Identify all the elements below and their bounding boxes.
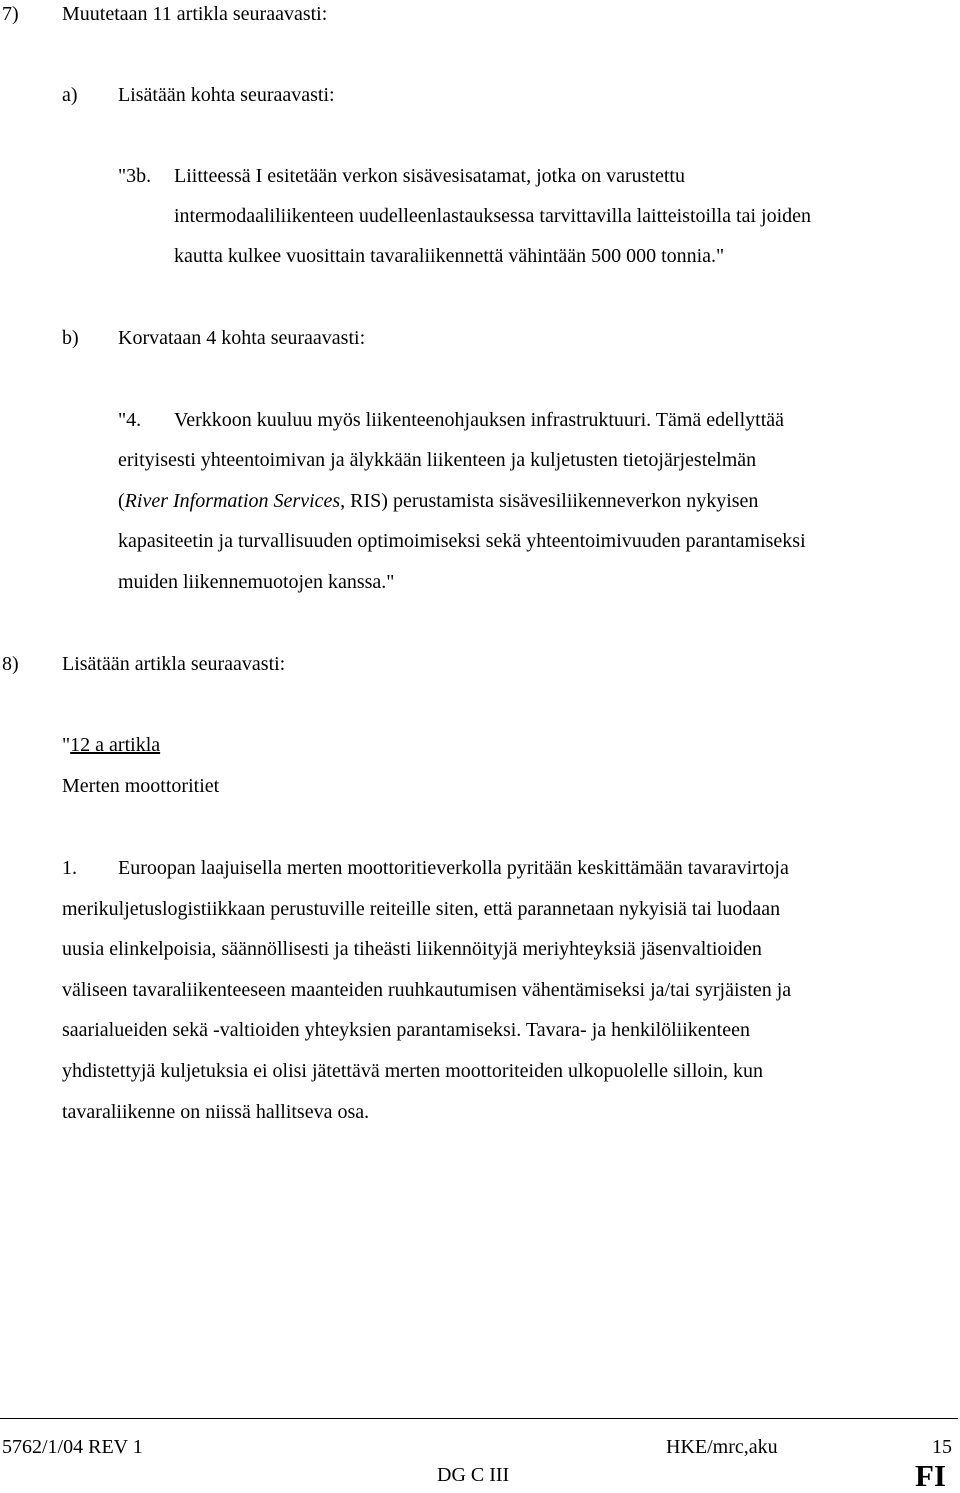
article-title: Merten moottoritiet [62, 775, 220, 797]
paragraph-line: uusia elinkelpoisia, säännöllisesti ja tiheästi liikennöityjä meriyhteyksiä jäsenvaltioiden [62, 938, 762, 960]
ris-italic-term: River Information Services [124, 490, 341, 512]
paragraph-line: tavaraliikenne on niissä hallitseva osa. [62, 1101, 370, 1123]
quote-4-line: muiden liikennemuotojen kanssa." [118, 571, 395, 593]
article-quote: " [62, 734, 71, 756]
quote-3b-number: "3b. [118, 165, 152, 187]
paragraph-number: 1. [62, 857, 77, 879]
quote-4-line: kapasiteetin ja turvallisuuden optimoimiseksi sekä yhteentoimivuuden parantamiseksi [118, 530, 806, 552]
item-7b-label: b) [62, 327, 79, 349]
article-number: 12 a artikla [70, 734, 161, 756]
quote-4-number: "4. [118, 409, 142, 431]
footer-rule [0, 1418, 958, 1419]
item-8-text: Lisätään artikla seuraavasti: [62, 653, 286, 675]
paragraph-line: saarialueiden sekä -valtioiden yhteyksien parantamiseksi. Tavara- ja henkilöliikenteen [62, 1019, 750, 1041]
quote-3b-line: kautta kulkee vuosittain tavaraliikennettä vähintään 500 000 tonnia." [174, 245, 725, 267]
footer-language: FI [915, 1458, 946, 1493]
quote-4-line [118, 491, 758, 511]
footer-author: HKE/mrc,aku [666, 1436, 778, 1458]
article-heading [62, 735, 160, 755]
item-8-number: 8) [2, 653, 19, 675]
paragraph-line: yhdistettyjä kuljetuksia ei olisi jätettävä merten moottoriteiden ulkopuolelle silloin, kun [62, 1060, 763, 1082]
quote-4-line-rest: , RIS) perustamista sisävesiliikenneverkon nykyisen [340, 490, 759, 512]
paragraph-line: väliseen tavaraliikenteeseen maanteiden ruuhkautumisen vähentämiseksi ja/tai syrjäisten ja [62, 979, 792, 1001]
item-7a-text: Lisätään kohta seuraavasti: [118, 84, 335, 106]
quote-3b-line: intermodaaliliikenteen uudelleenlastauksessa tarvittavilla laitteistoilla tai joiden [174, 205, 812, 227]
footer-dg: DG C III [437, 1464, 510, 1486]
quote-4-line: Verkkoon kuuluu myös liikenteenohjauksen infrastruktuuri. Tämä edellyttää [174, 409, 785, 431]
item-7a-label: a) [62, 84, 78, 106]
footer-doc-ref: 5762/1/04 REV 1 [2, 1436, 143, 1458]
footer-page-number: 15 [932, 1436, 952, 1458]
quote-4-line: erityisesti yhteentoimivan ja älykkään liikenteen ja kuljetusten tietojärjestelmän [118, 449, 757, 471]
paren-open: ( [118, 490, 125, 512]
quote-3b-line: Liitteessä I esitetään verkon sisävesisatamat, jotka on varustettu [174, 165, 685, 187]
item-7-text: Muutetaan 11 artikla seuraavasti: [62, 3, 328, 25]
paragraph-line: merikuljetuslogistiikkaan perustuville reiteille siten, että parannetaan nykyisiä tai luodaan [62, 898, 781, 920]
paragraph-line: Euroopan laajuisella merten moottoritieverkolla pyritään keskittämään tavaravirtoja [118, 857, 789, 879]
item-7b-text: Korvataan 4 kohta seuraavasti: [118, 327, 366, 349]
item-7-number: 7) [2, 3, 19, 25]
